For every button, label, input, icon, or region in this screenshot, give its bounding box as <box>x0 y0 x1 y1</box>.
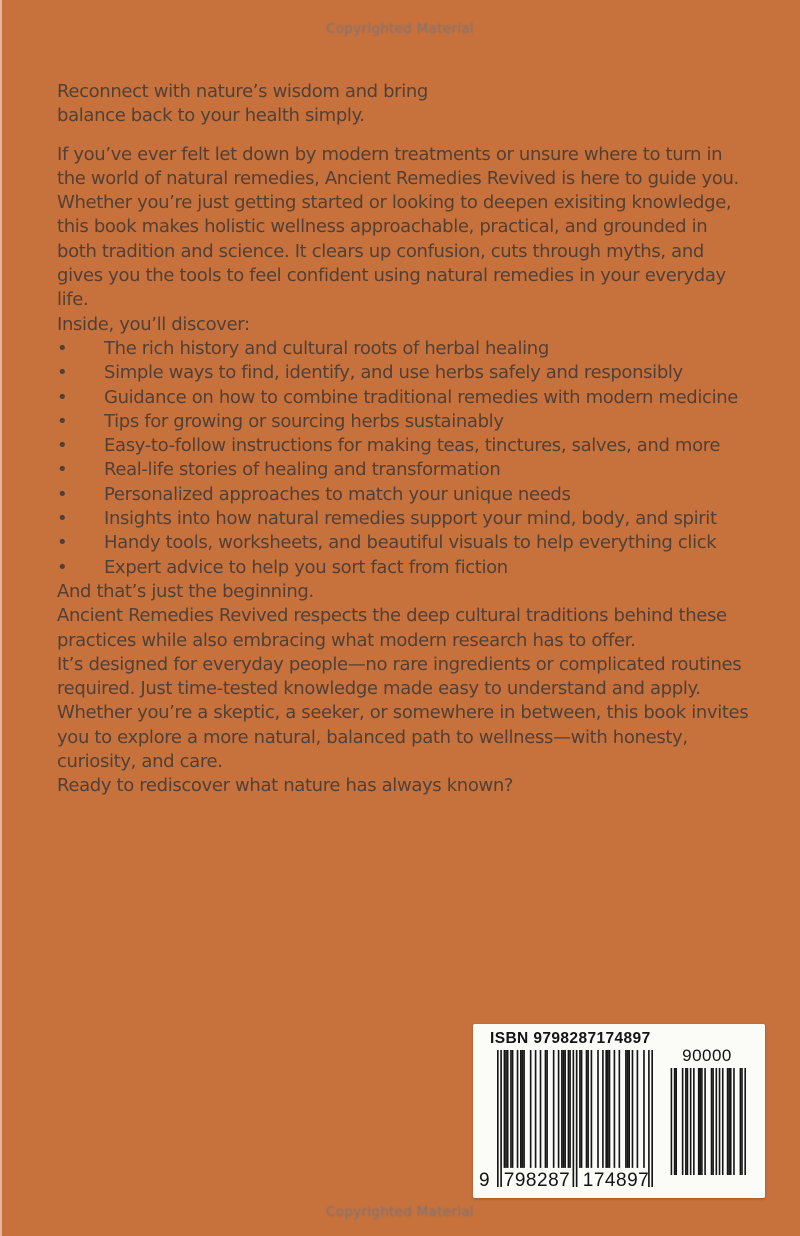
watermark-top: Copyrighted Material <box>326 21 474 37</box>
bullet-item <box>57 458 751 482</box>
paragraph: Inside, you’ll discover: <box>57 313 250 335</box>
paragraph: Ready to rediscover what nature has always known? <box>57 775 514 797</box>
bullet-text: Tips for growing or sourcing herbs sustainably <box>104 410 504 432</box>
closing-paragraphs <box>57 580 751 799</box>
bullet-item <box>57 410 751 434</box>
bullet-icon: • <box>57 556 68 578</box>
bullet-item <box>57 434 751 458</box>
bullet-text: Real-life stories of healing and transformation <box>104 459 501 481</box>
bullet-icon: • <box>57 337 68 359</box>
bullet-icon: • <box>57 386 68 408</box>
bullet-text: The rich history and cultural roots of herbal healing <box>104 337 549 359</box>
paragraph: Whether you’re a skeptic, a seeker, or somewhere in between, this book invites you to explore a more natural, balanced path to wellness—with honesty, curiosity, and care. <box>57 702 749 773</box>
bullet-item <box>57 556 751 580</box>
ean5-addon-barcode <box>669 1068 746 1175</box>
bullet-text: Insights into how natural remedies support your mind, body, and spirit <box>104 508 717 530</box>
bullet-icon: • <box>57 483 68 505</box>
barcode-digit-lead: 9 <box>479 1170 490 1191</box>
bullet-icon: • <box>57 532 68 554</box>
watermark-bottom: Copyrighted Material <box>326 1204 474 1220</box>
paragraph: Whether you’re just getting started or looking to deepen exisiting knowledge, this book makes holistic wellness approachable, practical, and grounded in both tradition and science. It clears up confusion, cuts through myths, and gives you the tools to feel confident using natural remedies in your everyday life. <box>57 192 732 311</box>
back-cover-blurb <box>57 80 751 799</box>
page-left-edge-highlight <box>0 0 2 1236</box>
bullet-text: Personalized approaches to match your unique needs <box>104 483 571 505</box>
paragraph: It’s designed for everyday people—no rare ingredients or complicated routines required. Just time-tested knowledge made easy to understand and apply. <box>57 653 742 700</box>
bullet-item <box>57 507 751 531</box>
bullet-text: Handy tools, worksheets, and beautiful visuals to help everything click <box>104 532 717 554</box>
bullet-item <box>57 337 751 361</box>
bullet-item <box>57 531 751 555</box>
tagline <box>57 80 751 129</box>
paragraph: Ancient Remedies Revived respects the deep cultural traditions behind these practices while also embracing what modern research has to offer. <box>57 605 727 651</box>
barcode-digits-left: 798287 <box>503 1170 571 1191</box>
bullet-text: Expert advice to help you sort fact from fiction <box>104 556 508 578</box>
barcode-digits-right: 174897 <box>582 1170 650 1191</box>
paragraph: And that’s just the beginning. <box>57 580 314 602</box>
isbn-label: ISBN 9798287174897 <box>490 1030 651 1047</box>
bullet-icon: • <box>57 410 68 432</box>
tagline-line-2: balance back to your health simply. <box>57 105 365 127</box>
bullet-item <box>57 361 751 385</box>
barcode-panel <box>473 1024 765 1198</box>
bullet-icon: • <box>57 362 68 384</box>
bullet-list <box>57 337 751 580</box>
bullet-item <box>57 483 751 507</box>
paragraph: If you’ve ever felt let down by modern treatments or unsure where to turn in the world of natural remedies, Ancient Remedies Revived is here to guide you. <box>57 143 739 189</box>
bullet-text: Guidance on how to combine traditional remedies with modern medicine <box>104 386 739 408</box>
bullet-text: Simple ways to find, identify, and use herbs safely and responsibly <box>104 362 683 384</box>
bullet-icon: • <box>57 459 68 481</box>
bullet-item <box>57 386 751 410</box>
price-code-label: 90000 <box>682 1046 732 1065</box>
bullet-text: Easy-to-follow instructions for making teas, tinctures, salves, and more <box>104 435 721 457</box>
intro-paragraphs <box>57 143 751 337</box>
ean13-barcode <box>497 1050 653 1187</box>
bullet-icon: • <box>57 508 68 530</box>
bullet-icon: • <box>57 435 68 457</box>
tagline-line-1: Reconnect with nature’s wisdom and bring <box>57 81 429 102</box>
